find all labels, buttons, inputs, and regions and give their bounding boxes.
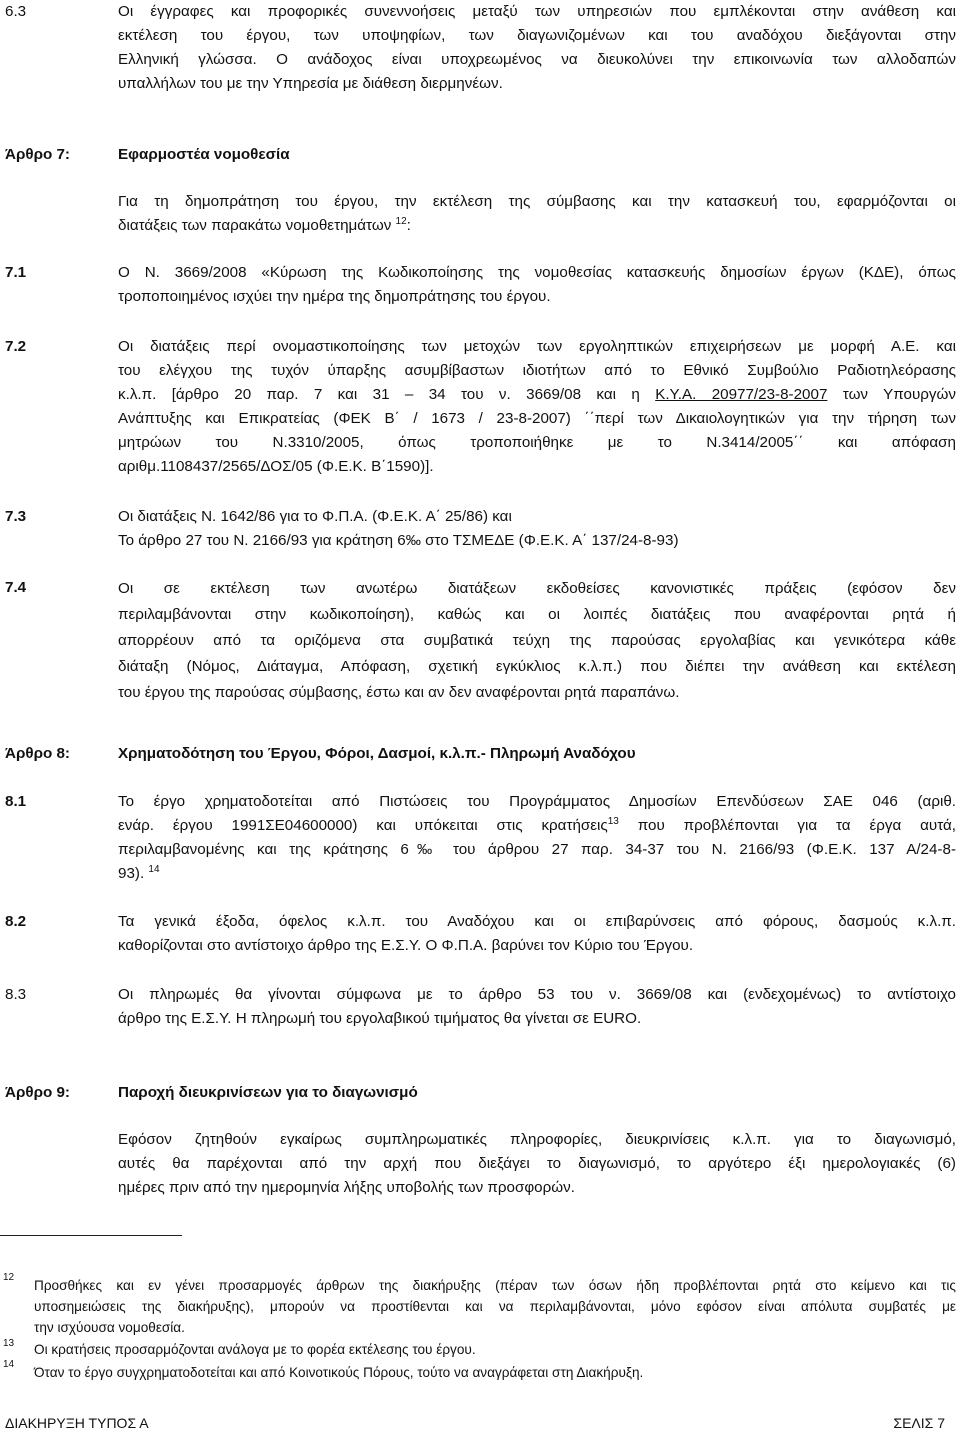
footnote-ref: 14 <box>148 864 160 875</box>
footer-document-type: ΔΙΑΚΗΡΥΞΗ ΤΥΠΟΣ Α <box>5 1415 149 1431</box>
section-number: 8.3 <box>5 986 27 1003</box>
section-8-1-text <box>118 790 956 886</box>
footnote-line: Προσθήκες και εν γένει προσαρμογές άρθρων της διακήρυξης (πέραν των όσων ήδη προβλέπονται ρητά στο κείμενο και τις <box>34 1278 956 1293</box>
text-run-underlined: Κ.Υ.Α. 20977/23-8-2007 <box>655 386 828 403</box>
text-line: τροποποιημένος ισχύει την ημέρα της δημοπράτησης του έργου. <box>118 288 551 305</box>
text-line: ημέρες πριν από την ημερομηνία λήξης υποβολής των προσφορών. <box>118 1179 575 1196</box>
section-number: 8.2 <box>5 913 27 930</box>
article-9-title: Παροχή διευκρινίσεων για το διαγωνισμό <box>118 1084 418 1101</box>
text-line: του ελέγχου της τυχόν ύπαρξης ασυμβίβαστων ιδιοτήτων από το Εθνικό Συμβούλιο Ραδιοτηλεόρασης <box>118 362 956 379</box>
text-run: που προβλέπονται για τα έργα αυτά, <box>618 817 956 834</box>
text-line: αριθμ.1108437/2565/ΔΟΣ/05 (Φ.Ε.Κ. Β΄1590)]. <box>118 458 434 475</box>
section-number: 7.4 <box>5 579 27 596</box>
text-line: Οι έγγραφες και προφορικές συνεννοήσεις μεταξύ των υπηρεσιών που εμπλέκονται στην ανάθεση και <box>118 3 956 20</box>
article-9-label: Άρθρο 9: <box>5 1084 70 1101</box>
footnote-line: υποσημειώσεις της διακήρυξης), μπορούν να προστίθενται και να περιλαμβάνονται, μόνο εφόσον είναι απόλυτα συμβατές με <box>34 1299 956 1314</box>
text-line: αυτές θα παρέχονται από την αρχή που διεξάγει το διαγωνισμό, το αργότερο έξι ημερολογιακές (6) <box>118 1155 956 1172</box>
article-7-title: Εφαρμοστέα νομοθεσία <box>118 146 290 163</box>
section-7-2-text <box>118 335 956 479</box>
section-number: 7.1 <box>5 264 27 281</box>
footnote-line: Όταν το έργο συγχρηματοδοτείται και από Κοινοτικούς Πόρους, τούτο να αναγράφεται στη Διακήρυξη. <box>34 1365 644 1380</box>
footnote-line: την ισχύουσα νομοθεσία. <box>34 1320 185 1335</box>
text-line: εκτέλεση του έργου, των υποψηφίων, των διαγωνιζομένων και του αναδόχου διεξάγονται στην <box>118 27 956 44</box>
footnote-number: 13 <box>3 1338 15 1349</box>
text-run: : <box>406 217 411 234</box>
article-8-label: Άρθρο 8: <box>5 745 70 762</box>
footnote-separator <box>0 1235 182 1236</box>
footnote-number: 12 <box>3 1272 15 1283</box>
text-run: διατάξεις των παρακάτω νομοθετημάτων <box>118 217 392 234</box>
text-line: περιλαμβανομένης και της κράτησης 6‰ του άρθρου 27 παρ. 34-37 του Ν. 2166/93 (Φ.Ε.Κ. 137 Α/24-8- <box>118 841 956 858</box>
text-line: Οι διατάξεις Ν. 1642/86 για το Φ.Π.Α. (Φ.Ε.Κ. Α΄ 25/86) και <box>118 508 512 525</box>
footnote-13 <box>34 1339 476 1360</box>
section-number: 7.3 <box>5 508 27 525</box>
section-8-2-text <box>118 910 956 958</box>
footnote-number: 14 <box>3 1359 15 1370</box>
section-number: 7.2 <box>5 338 27 355</box>
text-line: Ο Ν. 3669/2008 «Κύρωση της Κωδικοποίησης της νομοθεσίας κατασκευής δημοσίων έργων (ΚΔΕ), όπως <box>118 264 956 281</box>
footnote-ref: 12 <box>395 216 407 227</box>
footnote-ref: 13 <box>607 816 619 827</box>
section-7-1-text <box>118 261 956 309</box>
text-line: Για τη δημοπράτηση του έργου, την εκτέλεση της σύμβασης και την κατασκευή του, εφαρμόζονται οι <box>118 193 956 210</box>
text-line: άρθρο της Ε.Σ.Υ. Η πληρωμή του εργολαβικού τιμήματος θα γίνεται σε EURO. <box>118 1010 642 1027</box>
text-line: Εφόσον ζητηθούν εγκαίρως συμπληρωματικές πληροφορίες, διευκρινίσεις κ.λ.π. για το διαγωνισμό, <box>118 1131 956 1148</box>
article-8-title: Χρηματοδότηση του Έργου, Φόροι, Δασμοί, κ.λ.π.- Πληρωμή Αναδόχου <box>118 745 636 762</box>
article-7-intro <box>118 190 956 238</box>
text-line: Οι σε εκτέλεση των ανωτέρω διατάξεων εκδοθείσες κανονιστικές πράξεις (εφόσον δεν <box>118 580 956 597</box>
text-line: απορρέουν από τα οριζόμενα στα συμβατικά τεύχη της παρούσας εργολαβίας και γενικότερα κάθε <box>118 632 956 649</box>
section-7-3-text <box>118 505 956 553</box>
text-line: περιλαμβάνονται στην κωδικοποίηση), καθώς και οι λοιπές διατάξεις που αναφέρονται ρητά ή <box>118 606 956 623</box>
section-number: 6.3 <box>5 3 27 20</box>
text-line: υπαλλήλων του με την Υπηρεσία με διάθεση διερμηνέων. <box>118 75 503 92</box>
article-7-label: Άρθρο 7: <box>5 146 70 163</box>
footer-page-number: ΣΕΛΙΣ 7 <box>893 1415 945 1431</box>
text-line: μητρώων του Ν.3310/2005, όπως τροποποιήθηκε με το Ν.3414/2005΄΄ και απόφαση <box>118 434 956 451</box>
text-line: καθορίζονται στο αντίστοιχο άρθρο της Ε.Σ.Υ. Ο Φ.Π.Α. βαρύνει τον Κύριο του Έργου. <box>118 937 694 954</box>
text-run: 93). <box>118 865 145 882</box>
text-line: Τα γενικά έξοδα, όφελος κ.λ.π. του Αναδόχου και οι επιβαρύνσεις από φόρους, δασμούς κ.λ.π. <box>118 913 956 930</box>
text-run: κ.λ.π. [άρθρο 20 παρ. 7 και 31 – 34 του ν. 3669/08 και η <box>118 386 640 403</box>
text-line: Ανάπτυξης και Επικρατείας (ΦΕΚ Β΄ / 1673 / 23-8-2007) ΄΄περί των Δικαιολογητικών για την τήρηση των <box>118 410 956 427</box>
text-line: Ελληνική γλώσσα. Ο ανάδοχος είναι υποχρεωμένος να διευκολύνει την επικοινωνία των αλλοδαπών <box>118 51 956 68</box>
text-line: Οι διατάξεις περί ονομαστικοποίησης των μετοχών των εργοληπτικών επιχειρήσεων με μορφή Α.Ε. και <box>118 338 956 355</box>
section-text <box>118 0 956 96</box>
text-line <box>118 383 956 407</box>
footnote-line: Οι κρατήσεις προσαρμόζονται ανάλογα με το φορέα εκτέλεσης του έργου. <box>34 1342 476 1357</box>
text-line: διάταξη (Νόμος, Διάταγμα, Απόφαση, σχετική εγκύκλιος κ.λ.π.) που διέπει την ανάθεση και εκτέλεση <box>118 658 956 675</box>
text-line <box>118 214 956 238</box>
text-run: ενάρ. έργου 1991ΣΕ04600000) και υπόκειται στις κρατήσεις <box>118 817 608 834</box>
text-line: Το άρθρο 27 του Ν. 2166/93 για κράτηση 6‰ στο ΤΣΜΕΔΕ (Φ.Ε.Κ. Α΄ 137/24-8-93) <box>118 532 679 549</box>
section-number: 8.1 <box>5 793 27 810</box>
article-9-text <box>118 1128 956 1200</box>
section-7-4-text <box>118 576 956 706</box>
text-line <box>118 814 956 838</box>
text-line <box>118 862 956 886</box>
text-line: του έργου της παρούσας σύμβασης, έστω και αν δεν αναφέρονται ρητά παραπάνω. <box>118 684 680 701</box>
footnote-14 <box>34 1362 643 1383</box>
text-line: Το έργο χρηματοδοτείται από Πιστώσεις του Προγράμματος Δημοσίων Επενδύσεων ΣΑΕ 046 (αριθ. <box>118 793 956 810</box>
footnote-12 <box>34 1275 956 1338</box>
text-line: Οι πληρωμές θα γίνονται σύμφωνα με το άρθρο 53 του ν. 3669/08 και (ενδεχομένως) το αντίστοιχο <box>118 986 956 1003</box>
text-run: των Υπουργών <box>842 386 956 403</box>
section-8-3-text <box>118 983 956 1031</box>
